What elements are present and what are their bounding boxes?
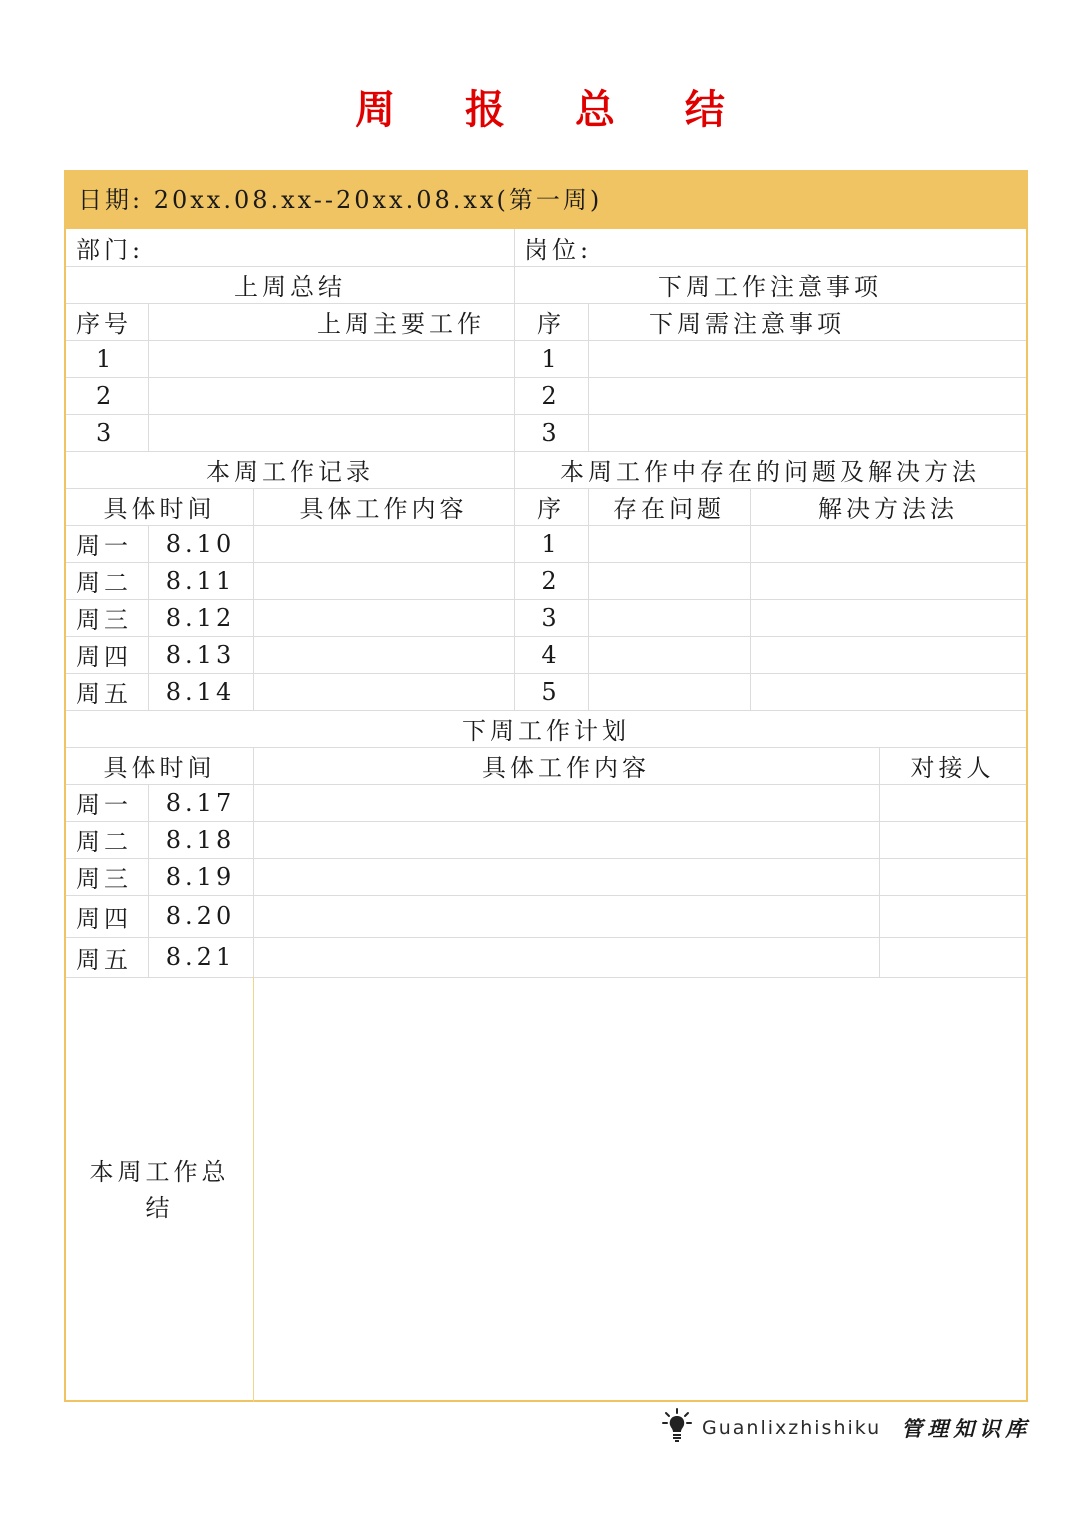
next-notes-row-no: 2 <box>541 381 561 410</box>
problems-row-problem[interactable] <box>588 599 750 636</box>
next-plan-row-day: 周四 <box>76 904 132 933</box>
this-week-row-date: 8.14 <box>165 677 236 706</box>
problems-col-no: 序 <box>537 495 565 523</box>
department-field[interactable]: 部门: <box>76 236 145 264</box>
next-plan-row-contact[interactable] <box>879 858 1026 895</box>
last-week-row-no: 2 <box>96 381 116 410</box>
this-week-col-time: 具体时间 <box>103 495 216 523</box>
next-plan-row-content[interactable] <box>253 895 879 937</box>
next-plan-row-day: 周一 <box>76 791 132 819</box>
next-plan-col-contact: 对接人 <box>910 754 995 782</box>
next-notes-row-no: 3 <box>541 418 561 447</box>
summary-input-area[interactable] <box>254 977 1026 1402</box>
problems-col-solution: 解决方法法 <box>818 495 958 523</box>
next-notes-row-item[interactable] <box>588 340 1026 377</box>
next-plan-row-day: 周三 <box>76 865 132 893</box>
this-week-row-content[interactable] <box>253 673 514 710</box>
next-plan-row-content[interactable] <box>253 858 879 895</box>
this-week-row-date: 8.13 <box>165 640 236 669</box>
problems-row-problem[interactable] <box>588 525 750 562</box>
brand-cn: 管理知识库 <box>901 1416 1032 1441</box>
this-week-row-content[interactable] <box>253 599 514 636</box>
next-plan-row-contact[interactable] <box>879 937 1026 977</box>
this-week-row-day: 周一 <box>76 532 132 560</box>
next-plan-row-contact[interactable] <box>879 784 1026 821</box>
this-week-row-day: 周五 <box>76 680 132 708</box>
next-notes-row-item[interactable] <box>588 414 1026 451</box>
next-plan-heading: 下周工作计划 <box>462 717 630 745</box>
problems-row-solution[interactable] <box>750 673 1026 710</box>
next-plan-row-date: 8.21 <box>165 943 236 971</box>
this-week-heading: 本周工作记录 <box>206 458 374 486</box>
problems-row-solution[interactable] <box>750 599 1026 636</box>
problems-row-solution[interactable] <box>750 636 1026 673</box>
date-bar: 日期: 20xx.08.xx--20xx.08.xx(第一周) <box>66 172 1026 229</box>
weekly-report-form <box>64 170 1028 1402</box>
problems-row-no: 2 <box>541 566 561 595</box>
problems-heading: 本周工作中存在的问题及解决方法 <box>560 458 980 486</box>
this-week-row-day: 周四 <box>76 643 132 671</box>
this-week-col-content: 具体工作内容 <box>299 495 468 523</box>
next-notes-row-item[interactable] <box>588 377 1026 414</box>
next-plan-row-day: 周五 <box>76 945 132 974</box>
this-week-row-date: 8.10 <box>165 529 236 558</box>
next-plan-row-date: 8.19 <box>165 862 236 891</box>
problems-row-no: 1 <box>541 529 561 558</box>
problems-row-solution[interactable] <box>750 525 1026 562</box>
problems-row-problem[interactable] <box>588 673 750 710</box>
last-week-row-work[interactable] <box>148 340 514 377</box>
this-week-row-content[interactable] <box>253 636 514 673</box>
last-week-heading: 上周总结 <box>234 273 346 301</box>
next-plan-col-time: 具体时间 <box>103 754 216 782</box>
this-week-row-day: 周二 <box>76 569 132 597</box>
next-plan-col-content: 具体工作内容 <box>482 754 650 782</box>
next-plan-row-date: 8.17 <box>165 788 236 817</box>
last-week-col-no: 序号 <box>76 310 132 338</box>
problems-row-no: 5 <box>541 677 561 706</box>
position-field[interactable]: 岗位: <box>524 236 593 264</box>
problems-row-problem[interactable] <box>588 562 750 599</box>
problems-row-problem[interactable] <box>588 636 750 673</box>
footer-brand <box>662 1408 1031 1448</box>
next-plan-row-content[interactable] <box>253 937 879 977</box>
last-week-row-work[interactable] <box>148 377 514 414</box>
last-week-col-work: 上周主要工作 <box>317 310 485 338</box>
next-notes-col-no: 序 <box>537 310 565 338</box>
this-week-row-date: 8.12 <box>165 603 236 632</box>
problems-row-no: 3 <box>541 603 561 632</box>
next-notes-row-no: 1 <box>541 344 561 373</box>
page-title: 周 报 总 结 <box>355 86 753 133</box>
next-plan-row-content[interactable] <box>253 821 879 858</box>
next-notes-heading: 下周工作注意事项 <box>658 273 882 301</box>
next-plan-row-date: 8.18 <box>165 825 236 854</box>
last-week-row-work[interactable] <box>148 414 514 451</box>
next-plan-row-contact[interactable] <box>879 821 1026 858</box>
brand-en: Guanlixzhishiku <box>702 1417 882 1439</box>
next-plan-row-content[interactable] <box>253 784 879 821</box>
summary-label: 本周工作总结 <box>89 1157 230 1222</box>
this-week-row-content[interactable] <box>253 562 514 599</box>
problems-col-problem: 存在问题 <box>613 495 725 523</box>
next-plan-row-date: 8.20 <box>165 902 236 930</box>
last-week-row-no: 1 <box>96 344 116 373</box>
this-week-row-content[interactable] <box>253 525 514 562</box>
this-week-row-day: 周三 <box>76 606 132 634</box>
this-week-row-date: 8.11 <box>165 566 236 595</box>
next-plan-row-day: 周二 <box>76 828 132 856</box>
lightbulb-icon <box>662 1408 692 1448</box>
next-plan-row-contact[interactable] <box>879 895 1026 937</box>
problems-row-solution[interactable] <box>750 562 1026 599</box>
next-notes-col-item: 下周需注意事项 <box>649 310 845 338</box>
problems-row-no: 4 <box>541 640 561 669</box>
last-week-row-no: 3 <box>96 418 116 447</box>
